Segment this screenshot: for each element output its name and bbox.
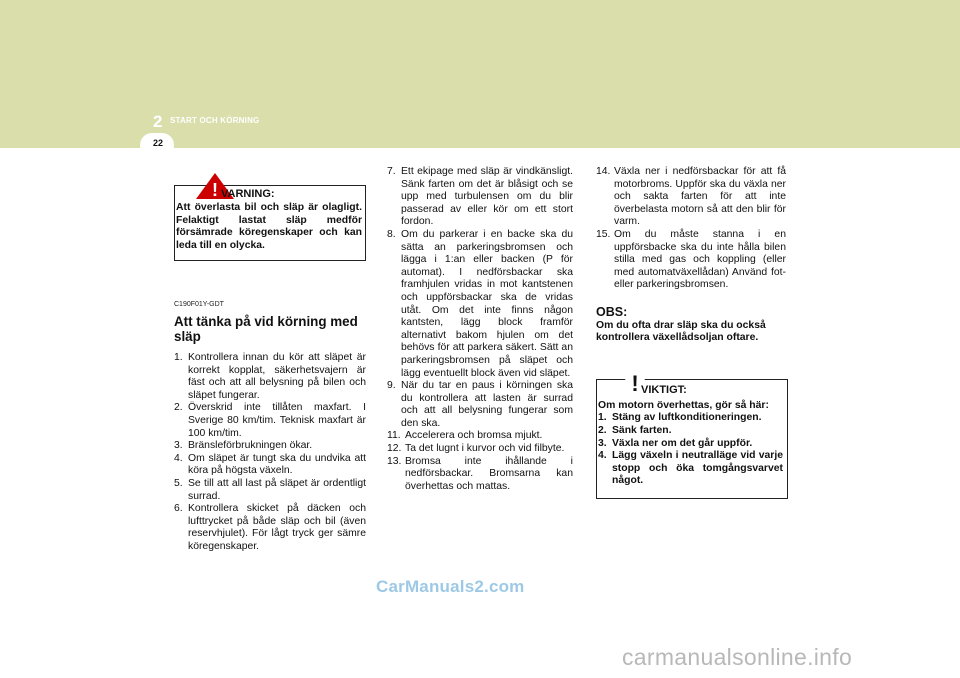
list-item	[387, 166, 573, 229]
list-item	[174, 440, 366, 453]
list-item-text: Kontrollera skicket på däcken och lufttrycket på både släp och bil (även reservhjulet). För lågt tryck ger sämre köregenskaper.	[188, 503, 366, 552]
header-band	[0, 0, 960, 148]
watermark-footer: carmanualsonline.info	[622, 644, 853, 670]
important-title: VIKTIGT:	[641, 383, 687, 396]
list-item-number: 9.	[387, 380, 396, 392]
list-item-number: 15.	[596, 228, 611, 240]
list-item	[598, 412, 783, 425]
list-item-text: Bromsa inte ihållande i nedförsbackar. Bromsarna kan överhettas och mattas.	[405, 455, 573, 492]
list-item-text: Ett ekipage med släp är vindkänsligt. Sänk farten om det är blåsigt och se upp med turbulensen om du blir passerad av eller kör om ett stort fordon.	[401, 166, 573, 228]
watermark-link[interactable]: CarManuals2.com	[376, 577, 525, 596]
list-item-text: Lägg växeln i neutralläge vid varje stopp och öka tomgångsvarvet något.	[612, 450, 783, 487]
chapter-title: START OCH KÖRNING	[170, 116, 260, 125]
warning-text: Att överlasta bil och släp är olagligt. Felaktigt lastat släp medför försämrade köregenskaper och kan leda till en olycka.	[176, 202, 362, 251]
obs-title: OBS:	[596, 304, 628, 319]
list-item	[387, 430, 573, 443]
list-item	[387, 229, 573, 380]
list-item-number: 6.	[174, 503, 183, 515]
important-list	[598, 412, 783, 488]
list-item-text: Kontrollera innan du kör att släpet är korrekt kopplat, säkerhetsvajern är fäst och att all belysning på bilen och släpet fungerar.	[188, 351, 366, 401]
list-item-text: Växla ner om det går uppför.	[612, 437, 753, 449]
page-number: 22	[153, 138, 164, 148]
list-item-number: 1.	[598, 412, 607, 424]
list-item	[387, 443, 573, 456]
list-item-text: Sänk farten.	[612, 424, 672, 436]
list-item	[174, 478, 366, 503]
warning-box	[174, 180, 366, 261]
list-item	[174, 453, 366, 478]
list-item-text: Se till att all last på släpet är ordentligt surrad.	[188, 477, 366, 502]
instruction-list-part2	[387, 166, 573, 493]
list-item-number: 4.	[598, 450, 607, 462]
list-item	[596, 229, 786, 292]
list-item	[598, 425, 783, 438]
list-item-text: Växla ner i nedförsbackar för att få motorbroms. Uppför ska du växla ner och sakta farten för att inte överbelasta motorn så att den blir för varm.	[614, 166, 786, 228]
list-item	[174, 352, 366, 402]
list-item	[387, 380, 573, 430]
list-item-number: 8.	[387, 228, 396, 240]
instruction-list-part3	[596, 166, 786, 292]
list-item-text: Om du parkerar i en backe ska du sätta an parkeringsbromsen och lägga i 1:an eller backen (P för automat). I nedförsbackar ska framhjulen vridas in mot kantstenen och uppförsbackar ska de vridas utåt. Om det inte finns någon kantsten, lägg block framför alternativt bakom hjulen om det behövs för att parkera säkert. Sätt an parkeringsbromsen på släpet och lägg eventuellt block även vid släpet.	[401, 228, 573, 379]
list-item	[174, 402, 366, 440]
svg-text:!: !	[212, 180, 218, 200]
list-item-text: Överskrid inte tillåten maxfart. I Sverige 80 km/tim. Teknisk maxfart är 100 km/tim.	[188, 402, 366, 439]
list-item	[387, 456, 573, 494]
column-right	[596, 166, 786, 499]
instruction-list-part1	[174, 352, 366, 554]
list-item-number: 7.	[387, 166, 396, 177]
list-item-number: 12.	[387, 443, 402, 455]
list-item-number: 4.	[174, 452, 183, 464]
list-item-number: 3.	[174, 440, 183, 452]
list-item-text: När du tar en paus i körningen ska du kontrollera att lasten är surrad och att all belysning fungerar som den ska.	[401, 380, 573, 429]
chapter-number: 2	[153, 112, 163, 131]
svg-text:!: !	[631, 370, 639, 394]
list-item-text: Om släpet är tungt ska du undvika att köra på högsta växeln.	[188, 452, 366, 477]
warning-title: VARNING:	[221, 188, 275, 200]
list-item-number: 14.	[596, 166, 611, 177]
list-item-number: 5.	[174, 477, 183, 489]
list-item-text: Accelerera och bromsa mjukt.	[405, 430, 543, 442]
section-code: C190F01Y-GDT	[174, 301, 224, 309]
list-item-number: 1.	[174, 351, 183, 363]
list-item-number: 13.	[387, 455, 402, 467]
list-item-number: 2.	[598, 424, 607, 436]
important-intro: Om motorn överhettas, gör så här:	[598, 399, 769, 411]
list-item-text: Om du måste stanna i en uppförsbacke ska du inte hålla bilen stilla med gas och koppling (eller med automatväxellådan) Använd fot- eller parkeringsbromsen.	[614, 228, 786, 291]
column-middle	[387, 166, 573, 493]
list-item	[596, 166, 786, 229]
obs-text: Om du ofta drar släp ska du också kontrollera växellådsoljan oftare.	[596, 319, 766, 344]
list-item-number: 3.	[598, 437, 607, 449]
list-item-number: 2.	[174, 402, 183, 414]
important-box	[596, 370, 788, 499]
column-left	[174, 175, 366, 553]
list-item-text: Stäng av luftkonditioneringen.	[612, 412, 762, 424]
list-item-text: Ta det lugnt i kurvor och vid filbyte.	[405, 443, 565, 455]
section-title: Att tänka på vid körning med släp	[174, 313, 358, 344]
list-item	[174, 503, 366, 553]
list-item	[598, 438, 783, 451]
list-item-number: 11.	[387, 430, 401, 442]
list-item-text: Bränsleförbrukningen ökar.	[188, 440, 313, 452]
list-item	[598, 450, 783, 488]
